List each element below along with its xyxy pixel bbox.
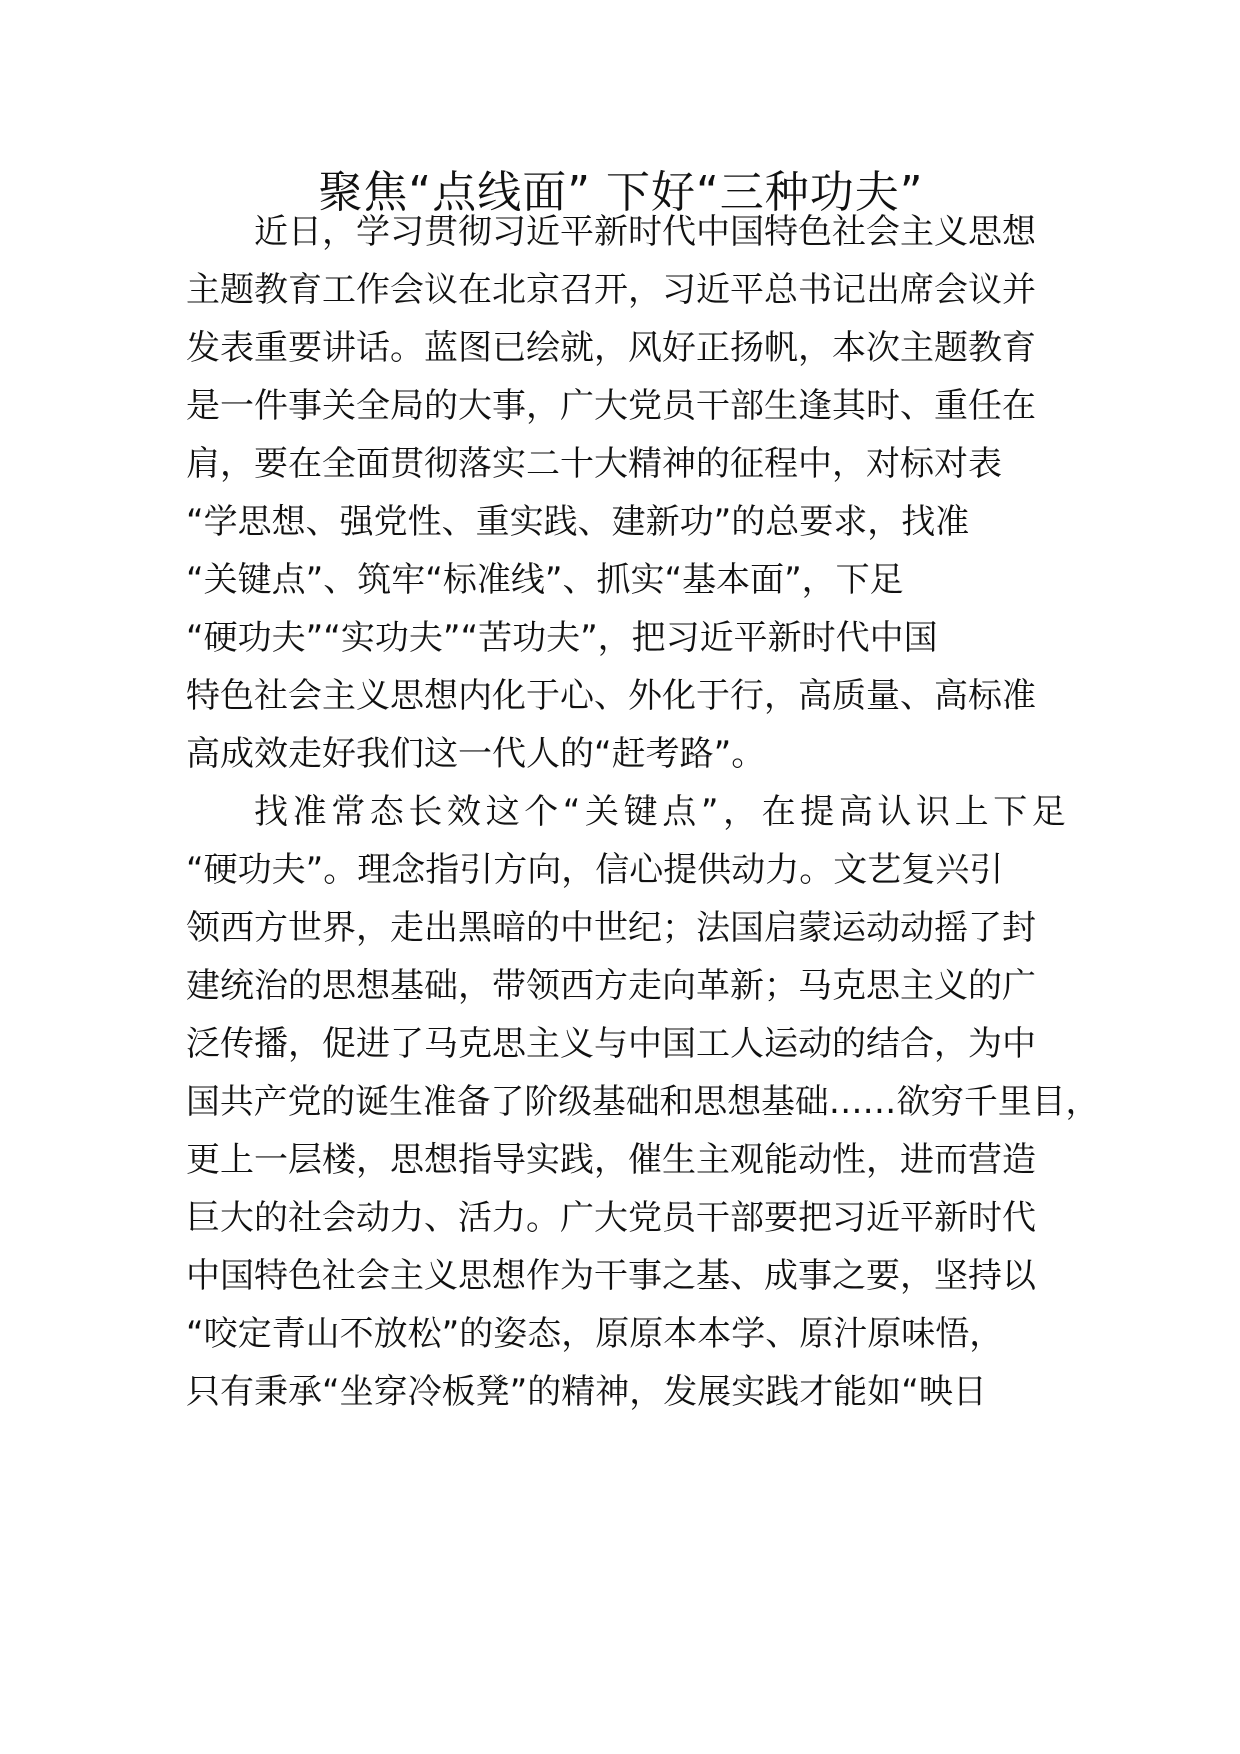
paragraph-line: 只有秉承“坐穿冷板凳”的精神，发展实践才能如“映日	[186, 1372, 987, 1412]
document-title: 聚焦“点线面” 下好“三种功夫”	[318, 167, 924, 218]
paragraph-line: 国共产党的诞生准备了阶级基础和思想基础……欲穷千里目，	[186, 1082, 1100, 1121]
paragraph-line: 近日，学习贯彻习近平新时代中国特色社会主义思想	[254, 212, 1036, 252]
paragraph-line: 主题教育工作会议在北京召开，习近平总书记出席会议并	[186, 270, 1036, 310]
paragraph-line: 巨大的社会动力、活力。广大党员干部要把习近平新时代	[186, 1198, 1036, 1238]
paragraph-line: 找准常态长效这个“关键点”，在提高认识上下足	[254, 792, 1071, 832]
paragraph-line: 高成效走好我们这一代人的“赶考路”。	[186, 734, 766, 774]
paragraph-line: “咬定青山不放松”的姿态，原原本本学、原汁原味悟，	[186, 1314, 1004, 1354]
paragraph-line: “关键点”、筑牢“标准线”、抓实“基本面”，下足	[186, 560, 904, 600]
paragraph-line: “学思想、强党性、重实践、建新功”的总要求，找准	[186, 502, 970, 542]
paragraph-line: 更上一层楼，思想指导实践，催生主观能动性，进而营造	[186, 1140, 1036, 1180]
paragraph-line: 是一件事关全局的大事，广大党员干部生逢其时、重任在	[186, 386, 1036, 426]
paragraph-line: “硬功夫”。理念指引方向，信心提供动力。文艺复兴引	[186, 850, 1004, 890]
paragraph-line: 泛传播，促进了马克思主义与中国工人运动的结合，为中	[186, 1024, 1036, 1064]
paragraph-line: 特色社会主义思想内化于心、外化于行，高质量、高标准	[186, 676, 1036, 716]
paragraph-line: 领西方世界，走出黑暗的中世纪；法国启蒙运动动摇了封	[186, 908, 1036, 948]
paragraph-line: 建统治的思想基础，带领西方走向革新；马克思主义的广	[186, 966, 1036, 1006]
paragraph-line: 中国特色社会主义思想作为干事之基、成事之要，坚持以	[186, 1256, 1036, 1296]
paragraph-line: “硬功夫”“实功夫”“苦功夫”，把习近平新时代中国	[186, 618, 938, 658]
paragraph-line: 发表重要讲话。蓝图已绘就，风好正扬帆，本次主题教育	[186, 328, 1036, 368]
paragraph-line: 肩，要在全面贯彻落实二十大精神的征程中，对标对表	[186, 444, 1002, 484]
